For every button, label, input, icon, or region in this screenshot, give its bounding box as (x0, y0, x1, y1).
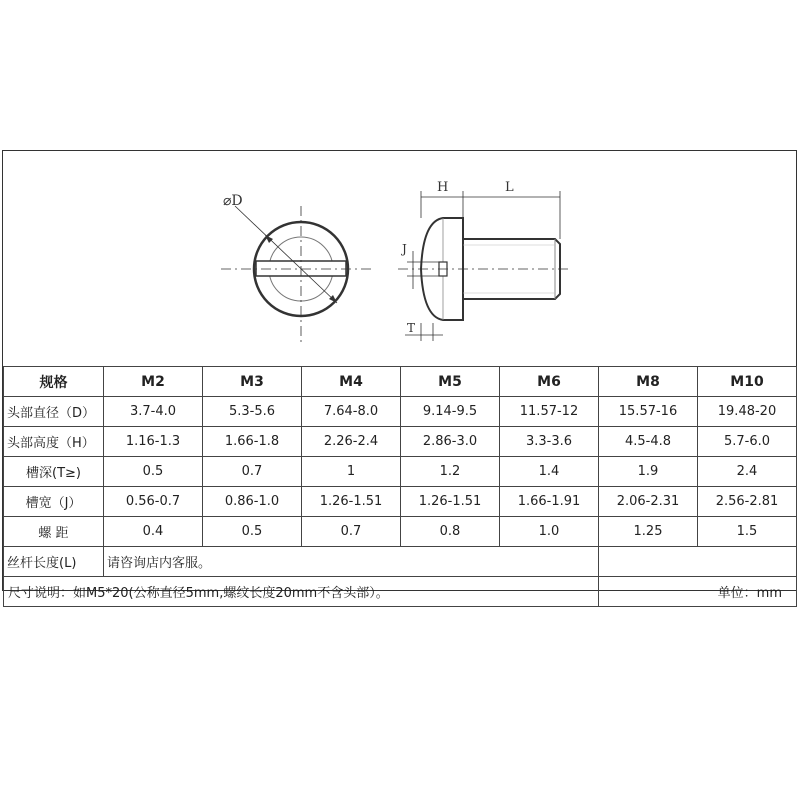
slot-width-label: J (402, 242, 407, 256)
size-header: M2 (104, 367, 203, 397)
row-label: 头部直径（D） (4, 397, 104, 427)
table-cell: 19.48-20 (698, 397, 797, 427)
table-cell: 1.66-1.8 (203, 427, 302, 457)
empty-cell (599, 547, 797, 577)
table-cell: 1.16-1.3 (104, 427, 203, 457)
unit-label: 单位：mm (599, 577, 797, 607)
table-cell: 1 (302, 457, 401, 487)
screw-technical-drawing (3, 151, 796, 366)
size-description: 尺寸说明：如M5*20(公称直径5mm,螺纹长度20mm不含头部）。 (4, 577, 599, 607)
table-cell: 4.5-4.8 (599, 427, 698, 457)
table-cell: 9.14-9.5 (401, 397, 500, 427)
table-cell: 1.25 (599, 517, 698, 547)
table-cell: 1.5 (698, 517, 797, 547)
table-cell: 2.26-2.4 (302, 427, 401, 457)
table-cell: 7.64-8.0 (302, 397, 401, 427)
header-row (4, 367, 797, 397)
slot-depth-label: T (407, 321, 416, 335)
row-label: 头部高度（H） (4, 427, 104, 457)
size-header: M10 (698, 367, 797, 397)
table-cell: 2.86-3.0 (401, 427, 500, 457)
table-cell: 5.7-6.0 (698, 427, 797, 457)
screw-side-view (398, 191, 568, 341)
table-cell: 0.56-0.7 (104, 487, 203, 517)
table-cell: 3.3-3.6 (500, 427, 599, 457)
table-cell: 0.8 (401, 517, 500, 547)
table-cell: 1.26-1.51 (302, 487, 401, 517)
table-cell: 0.5 (104, 457, 203, 487)
footer-row (4, 577, 797, 607)
size-header: M4 (302, 367, 401, 397)
table-cell: 11.57-12 (500, 397, 599, 427)
row-label: 槽深(T≥) (4, 457, 104, 487)
row-label: 槽宽（J） (4, 487, 104, 517)
table-cell: 0.86-1.0 (203, 487, 302, 517)
spec-sheet (2, 150, 797, 601)
table-row (4, 427, 797, 457)
table-cell: 0.4 (104, 517, 203, 547)
head-height-label: H (437, 180, 449, 195)
spec-header: 规格 (4, 367, 104, 397)
table-cell: 3.7-4.0 (104, 397, 203, 427)
table-cell: 1.2 (401, 457, 500, 487)
table-cell: 1.66-1.91 (500, 487, 599, 517)
size-header: M6 (500, 367, 599, 397)
table-cell: 1.26-1.51 (401, 487, 500, 517)
diameter-label: ⌀D (223, 193, 243, 209)
head-front-view (221, 206, 375, 346)
table-cell: 0.5 (203, 517, 302, 547)
table-row (4, 517, 797, 547)
size-header: M5 (401, 367, 500, 397)
spec-table (3, 366, 797, 607)
table-cell: 0.7 (302, 517, 401, 547)
table-cell: 0.7 (203, 457, 302, 487)
table-row (4, 457, 797, 487)
length-label: L (505, 180, 514, 195)
row-label: 螺 距 (4, 517, 104, 547)
table-row (4, 487, 797, 517)
table-cell: 1.0 (500, 517, 599, 547)
table-cell: 5.3-5.6 (203, 397, 302, 427)
size-header: M8 (599, 367, 698, 397)
table-cell: 1.9 (599, 457, 698, 487)
length-row (4, 547, 797, 577)
table-row (4, 397, 797, 427)
table-cell: 2.06-2.31 (599, 487, 698, 517)
length-row-note: 请咨询店内客服。 (104, 547, 599, 577)
table-cell: 1.4 (500, 457, 599, 487)
size-header: M3 (203, 367, 302, 397)
table-cell: 15.57-16 (599, 397, 698, 427)
length-row-label: 丝杆长度(L) (4, 547, 104, 577)
table-cell: 2.56-2.81 (698, 487, 797, 517)
table-cell: 2.4 (698, 457, 797, 487)
